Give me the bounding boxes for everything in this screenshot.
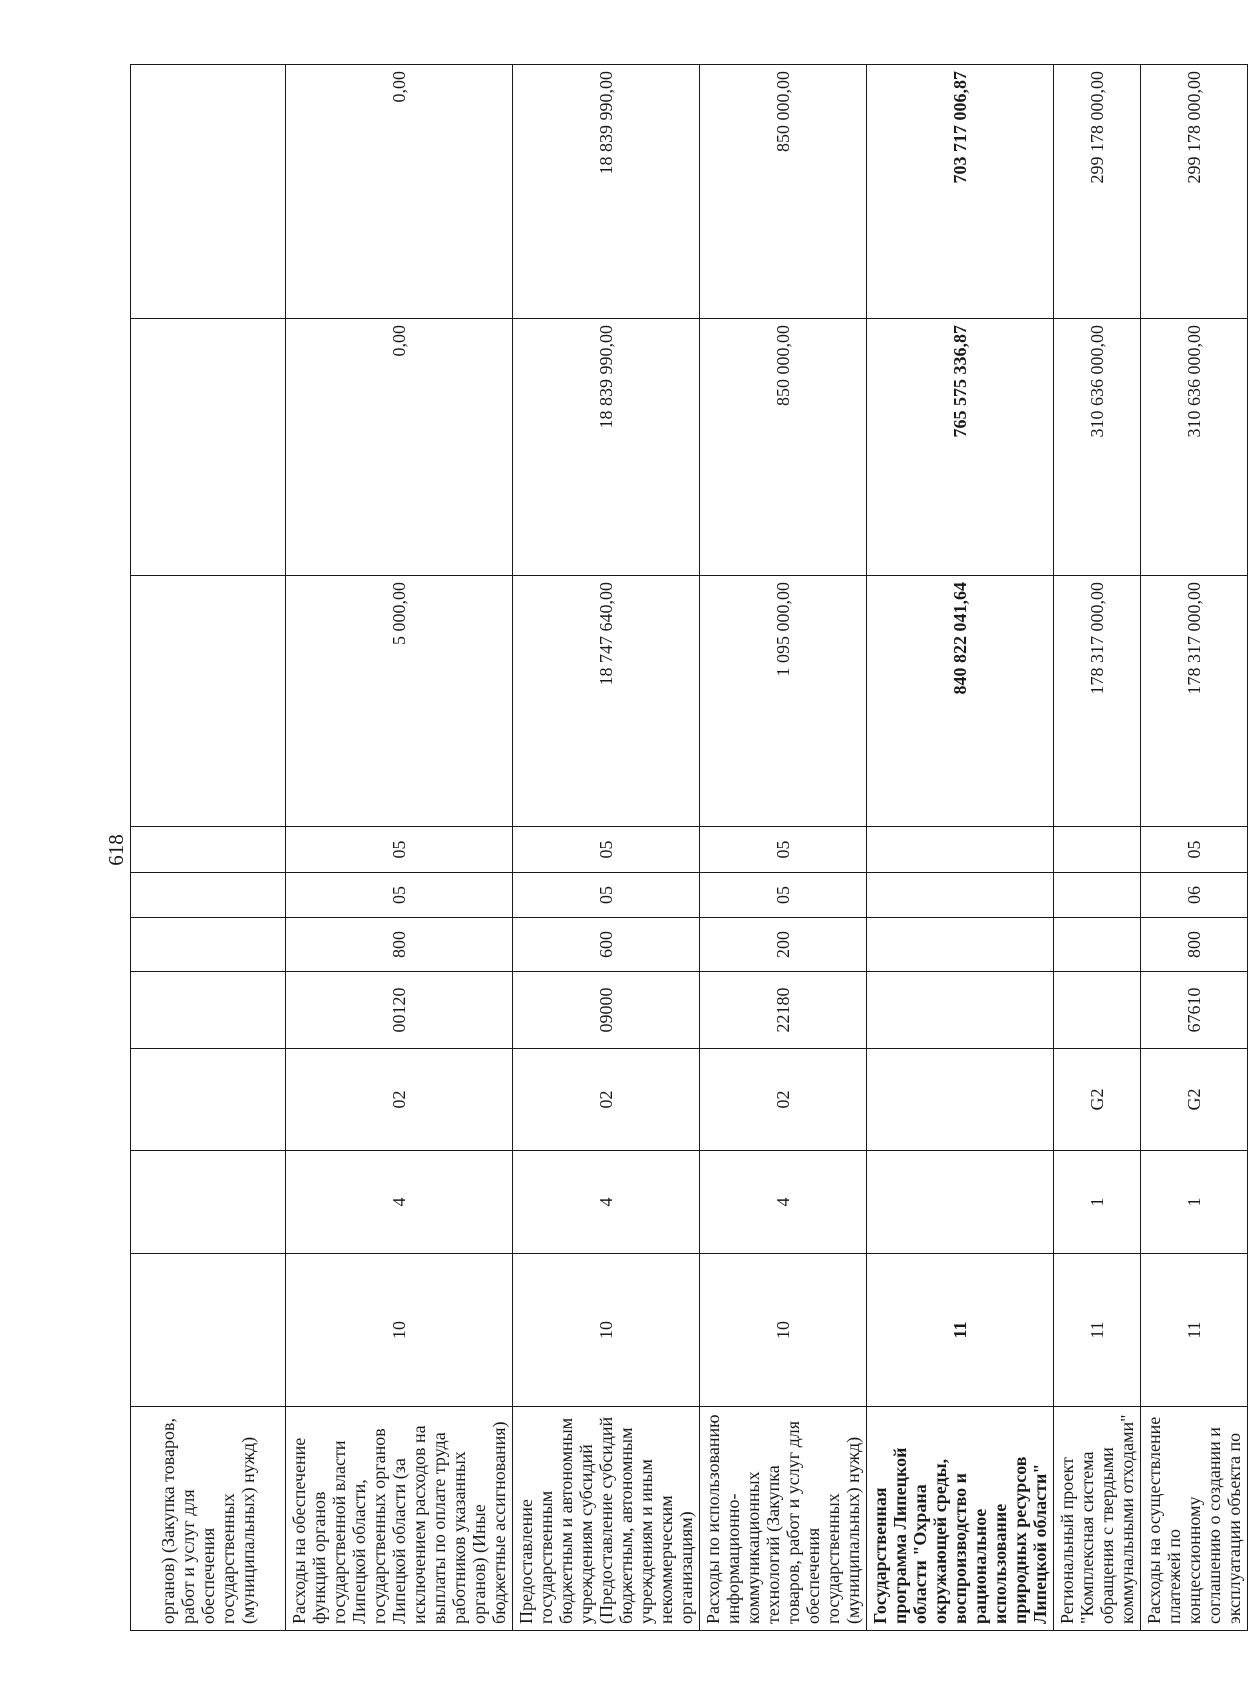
project-code [867, 1049, 1054, 1151]
table-row [131, 65, 286, 1631]
project-code: G2 [1141, 1049, 1248, 1151]
subsection-code: 05 [700, 827, 867, 873]
expense-type-code [1054, 918, 1141, 972]
amount-year-2: 0,00 [286, 319, 513, 576]
direction-code [131, 972, 286, 1049]
table-row [513, 65, 700, 1631]
table-row [700, 65, 867, 1631]
amount-year-1: 18 747 640,00 [513, 576, 700, 827]
amount-year-3: 850 000,00 [700, 65, 867, 319]
pp-code [131, 1151, 286, 1254]
project-code: 02 [286, 1049, 513, 1151]
expense-type-code: 600 [513, 918, 700, 972]
gp-code: 11 [867, 1254, 1054, 1407]
section-code [131, 873, 286, 918]
expense-type-code: 800 [1141, 918, 1248, 972]
pp-code [867, 1151, 1054, 1254]
expense-type-code [131, 918, 286, 972]
project-code: 02 [700, 1049, 867, 1151]
table-row [867, 65, 1054, 1631]
subsection-code: 05 [1141, 827, 1248, 873]
project-code [131, 1049, 286, 1151]
gp-code: 10 [513, 1254, 700, 1407]
pp-code: 4 [700, 1151, 867, 1254]
section-code: 05 [513, 873, 700, 918]
amount-year-3: 18 839 990,00 [513, 65, 700, 319]
amount-year-3: 299 178 000,00 [1054, 65, 1141, 319]
amount-year-3 [131, 65, 286, 319]
pp-code: 1 [1054, 1151, 1141, 1254]
amount-year-1: 178 317 000,00 [1054, 576, 1141, 827]
direction-code: 67610 [1141, 972, 1248, 1049]
pp-code: 4 [286, 1151, 513, 1254]
pp-code: 4 [513, 1151, 700, 1254]
section-code [1054, 873, 1141, 918]
row-name: Предоставление государственным бюджетным и автономным учреждениям субсидий (Предоставление субсидий бюджетным, автономным учреждениям и иным некоммерческим организациям) [513, 1407, 700, 1631]
row-name: органов) (Закупка товаров, работ и услуг для обеспечения государственных (муниципальных) нужд) [131, 1407, 286, 1631]
pp-code: 1 [1141, 1151, 1248, 1254]
direction-code: 22180 [700, 972, 867, 1049]
subsection-code: 05 [286, 827, 513, 873]
subsection-code [867, 827, 1054, 873]
subsection-code [131, 827, 286, 873]
section-code: 06 [1141, 873, 1248, 918]
table-row [1141, 65, 1248, 1631]
gp-code [131, 1254, 286, 1407]
expense-type-code: 200 [700, 918, 867, 972]
direction-code [867, 972, 1054, 1049]
row-name: Расходы на осуществление платежей по концессионному соглашению о создании и эксплуатации объекта по [1141, 1407, 1248, 1631]
amount-year-3: 299 178 000,00 [1141, 65, 1248, 319]
row-name: Расходы на обеспечение функций органов государственной власти Липецкой области, государственных органов Липецкой области (за исключением расходов на выплаты по оплате труда работников указанных органов) (Иные бюджетные ассигнования) [286, 1407, 513, 1631]
table-row [1054, 65, 1141, 1631]
amount-year-1: 5 000,00 [286, 576, 513, 827]
gp-code: 11 [1141, 1254, 1248, 1407]
direction-code: 09000 [513, 972, 700, 1049]
row-name: Региональный проект "Комплексная система обращения с твердыми коммунальными отходами" [1054, 1407, 1141, 1631]
gp-code: 10 [286, 1254, 513, 1407]
expense-type-code [867, 918, 1054, 972]
amount-year-3: 703 717 006,87 [867, 65, 1054, 319]
amount-year-2: 310 636 000,00 [1141, 319, 1248, 576]
amount-year-2: 310 636 000,00 [1054, 319, 1141, 576]
amount-year-1 [131, 576, 286, 827]
amount-year-1: 840 822 041,64 [867, 576, 1054, 827]
section-code [867, 873, 1054, 918]
subsection-code: 05 [513, 827, 700, 873]
direction-code [1054, 972, 1141, 1049]
amount-year-2: 765 575 336,87 [867, 319, 1054, 576]
amount-year-2 [131, 319, 286, 576]
gp-code: 11 [1054, 1254, 1141, 1407]
amount-year-2: 18 839 990,00 [513, 319, 700, 576]
amount-year-2: 850 000,00 [700, 319, 867, 576]
row-name: Государственная программа Липецкой области "Охрана окружающей среды, воспроизводство и рациональное использование природных ресурсов Липецкой области" [867, 1407, 1054, 1631]
table-row [286, 65, 513, 1631]
expense-type-code: 800 [286, 918, 513, 972]
amount-year-3: 0,00 [286, 65, 513, 319]
amount-year-1: 178 317 000,00 [1141, 576, 1248, 827]
section-code: 05 [286, 873, 513, 918]
rotated-page-content [130, 65, 1244, 1631]
project-code: 02 [513, 1049, 700, 1151]
amount-year-1: 1 095 000,00 [700, 576, 867, 827]
page-number: 618 [104, 834, 128, 866]
row-name: Расходы по использованию информационно-коммуникационных технологий (Закупка товаров, работ и услуг для обеспечения государственных (муниципальных) нужд) [700, 1407, 867, 1631]
direction-code: 00120 [286, 972, 513, 1049]
gp-code: 10 [700, 1254, 867, 1407]
budget-table [130, 64, 1248, 1631]
subsection-code [1054, 827, 1141, 873]
project-code: G2 [1054, 1049, 1141, 1151]
section-code: 05 [700, 873, 867, 918]
